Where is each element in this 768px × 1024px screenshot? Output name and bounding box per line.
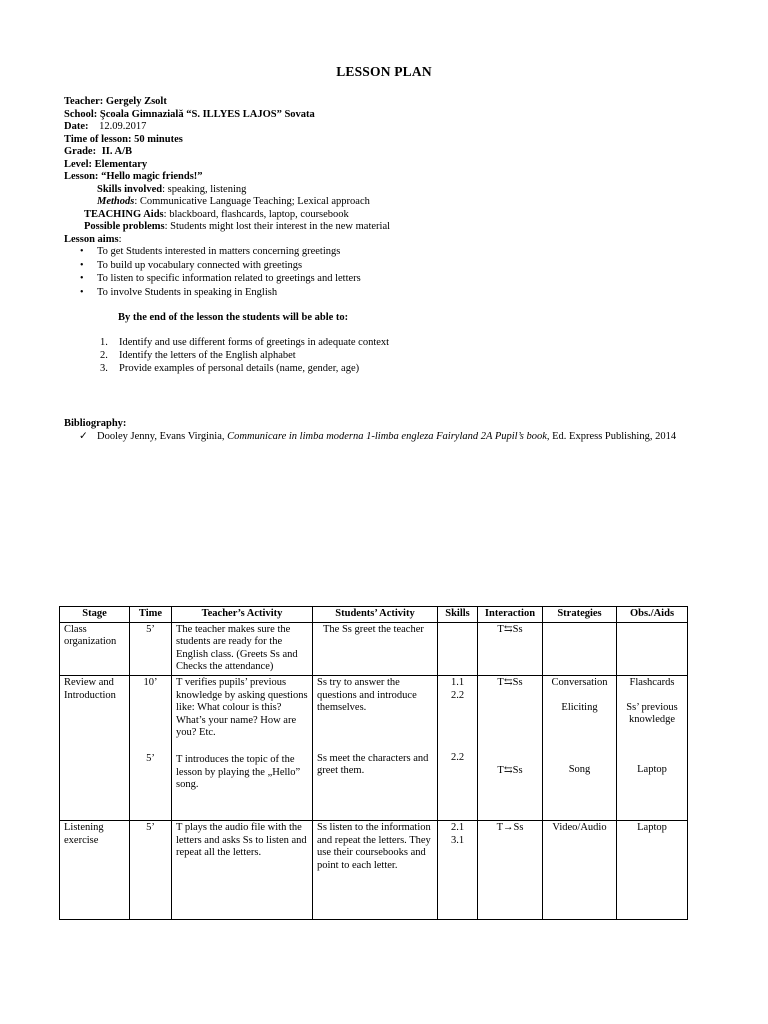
skills-value: 3.1 (450, 834, 465, 846)
objective-text: Identify and use different forms of greetings in adequate context (119, 337, 390, 348)
teacher-line (64, 96, 724, 109)
school-label: School: (64, 108, 98, 120)
page-title: LESSON PLAN (336, 64, 432, 79)
aim-item: • To involve Students in speaking in English (64, 287, 724, 301)
students-activity-text: Ss meet the characters and greet them. (317, 752, 429, 777)
objectives-list (100, 337, 389, 375)
lesson-label: Lesson: (64, 171, 99, 182)
objective-number: 2. (100, 349, 108, 361)
objective-item (100, 337, 389, 350)
teacher-activity-text: T introduces the topic of the lesson by playing the „Hello” song. (176, 753, 301, 791)
aims-line (64, 234, 724, 247)
time-line (64, 134, 724, 147)
school-line (64, 109, 724, 122)
bibliography-entry (79, 431, 676, 444)
interaction-cell: T→Ss (478, 820, 543, 919)
interaction-cell: T⇆Ss (478, 622, 543, 675)
aids-label: TEACHING Aids (84, 208, 164, 220)
level-line (64, 159, 724, 172)
skills-value: : speaking, listening (162, 183, 247, 195)
interaction-cell (478, 675, 543, 820)
skills-value: 2.2 (450, 689, 465, 701)
time-cell (130, 675, 172, 820)
aims-label: Lesson aims (64, 233, 119, 245)
bibliography-publisher: , Ed. Express Publishing, 2014 (546, 431, 677, 442)
table-row (60, 622, 688, 675)
methods-value: : Communicative Language Teaching; Lexical approach (134, 196, 370, 207)
skills-label: Skills involved (97, 183, 163, 195)
level-label: Level: (64, 158, 92, 170)
lesson-line (64, 171, 724, 184)
skills-cell (438, 820, 478, 919)
grade-value: II. A/B (101, 146, 133, 157)
aids-value: Flashcards (629, 676, 675, 688)
strategies-cell (543, 622, 617, 675)
grade-line (64, 146, 724, 159)
date-label: Date: (64, 121, 89, 132)
strategies-cell (543, 675, 617, 820)
problems-value: : Students might lost their interest in the new material (164, 221, 391, 232)
strategies-value: Song (568, 764, 591, 776)
aims-colon: : (118, 233, 122, 245)
objective-item (100, 363, 389, 376)
column-header: Students’ Activity (313, 607, 438, 623)
bibliography-heading: Bibliography: (64, 418, 127, 429)
aids-cell: Laptop (617, 820, 688, 919)
skills-cell (438, 622, 478, 675)
aids-cell (617, 622, 688, 675)
students-activity-text: Ss try to answer the questions and introduce themselves. (317, 676, 417, 714)
aim-item: • To build up vocabulary connected with greetings (64, 260, 724, 274)
checkmark-icon: ✓ (79, 431, 88, 442)
column-header: Interaction (478, 607, 543, 623)
students-activity-cell (313, 675, 438, 820)
skills-value: 1.1 (450, 676, 465, 688)
teacher-activity-text: T verifies pupils’ previous knowledge by asking questions like: What colour is this? What’s your name? How are you? Etc. (176, 676, 308, 739)
stage-cell: Review and Introduction (60, 675, 130, 820)
methods-label: Methods (97, 196, 135, 207)
aids-line (64, 209, 724, 222)
bibliography-authors: Dooley Jenny, Evans Virginia, (97, 431, 228, 442)
objective-text: Provide examples of personal details (name, gender, age) (119, 362, 360, 374)
strategies-value: Conversation (551, 676, 608, 688)
strategies-cell: Video/Audio (543, 820, 617, 919)
problems-line (64, 221, 724, 234)
objectives-heading: By the end of the lesson the students will be able to: (118, 312, 349, 323)
column-header: Obs./Aids (617, 607, 688, 623)
aids-value: : blackboard, flashcards, laptop, coursebook (163, 208, 349, 220)
aids-value: Ss’ previous knowledge (626, 701, 678, 726)
teacher-name: Gergely Zsolt (105, 96, 167, 107)
date-value: 12.09.2017 (99, 121, 147, 132)
time-value: 5’ (146, 752, 155, 764)
students-activity-cell: The Ss greet the teacher (313, 622, 438, 675)
school-name: Şcoala Gimnazială “S. ILLYES LAJOS” Sovata (99, 108, 315, 120)
lesson-header (64, 96, 724, 300)
aim-item: • To listen to specific information related to greetings and letters (64, 273, 724, 287)
objective-item (100, 350, 389, 363)
stage-cell: Listening exercise (60, 820, 130, 919)
table-row (60, 675, 688, 820)
column-header: Skills (438, 607, 478, 623)
column-header: Teacher’s Activity (172, 607, 313, 623)
aims-list (64, 246, 724, 300)
date-line (64, 121, 724, 134)
aids-cell (617, 675, 688, 820)
skills-value: 2.1 (450, 821, 465, 833)
teacher-activity-cell: The teacher makes sure the students are ready for the English class. (Greets Ss and Checks the attendance) (172, 622, 313, 675)
lesson-value: “Hello magic friends!” (101, 171, 203, 182)
interaction-value: T⇆Ss (497, 764, 523, 776)
methods-line (64, 196, 724, 209)
skills-line (64, 184, 724, 197)
table-row (60, 820, 688, 919)
interaction-value: T⇆Ss (497, 676, 523, 688)
objective-number: 1. (100, 337, 108, 348)
bibliography-book: Communicare in limba moderna 1-limba engleza Fairyland 2A Pupil’s book (227, 431, 547, 442)
time-cell: 5’ (130, 622, 172, 675)
column-header: Strategies (543, 607, 617, 623)
students-activity-cell: Ss listen to the information and repeat the letters. They use their coursebooks and point to each letter. (313, 820, 438, 919)
column-header: Time (130, 607, 172, 623)
stage-cell: Class organization (60, 622, 130, 675)
skills-cell (438, 675, 478, 820)
time-value: 50 minutes (134, 133, 183, 145)
teacher-activity-cell (172, 675, 313, 820)
objective-text: Identify the letters of the English alphabet (119, 349, 296, 361)
problems-label: Possible problems (84, 221, 165, 232)
objective-number: 3. (100, 362, 108, 374)
teacher-label: Teacher: (64, 96, 104, 107)
table-header-row (60, 607, 688, 623)
aids-value: Laptop (637, 763, 667, 775)
time-label: Time of lesson: (64, 133, 132, 145)
column-header: Stage (60, 607, 130, 623)
lesson-activities-table (59, 606, 688, 920)
teacher-activity-cell: T plays the audio file with the letters and asks Ss to listen and repeat all the letters. (172, 820, 313, 919)
grade-label: Grade: (64, 146, 97, 157)
time-value: 10’ (143, 676, 158, 688)
time-cell: 5’ (130, 820, 172, 919)
strategies-value: Eliciting (561, 701, 598, 713)
level-value: Elementary (94, 158, 148, 170)
skills-value: 2.2 (450, 752, 465, 764)
aim-item: • To get Students interested in matters concerning greetings (64, 246, 724, 260)
